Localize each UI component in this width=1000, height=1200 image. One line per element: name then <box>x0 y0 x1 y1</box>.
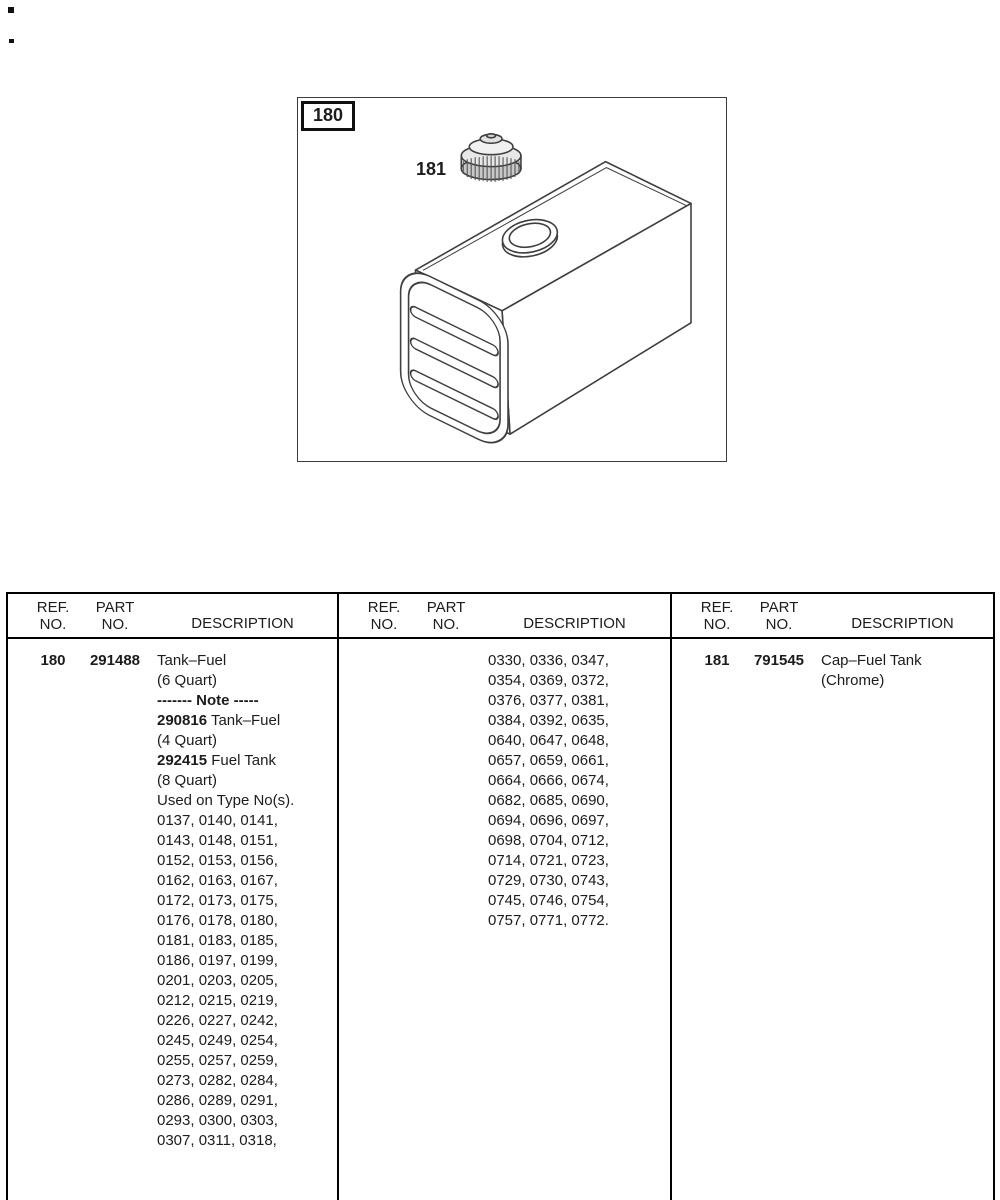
description-line: 0714, 0721, 0723, <box>488 852 609 869</box>
description-line: 0657, 0659, 0661, <box>488 752 609 769</box>
parts-table <box>6 592 995 1200</box>
description-line: ------- Note ----- <box>157 692 259 709</box>
description-line: 0354, 0369, 0372, <box>488 672 609 689</box>
description-line: 0162, 0163, 0167, <box>157 872 278 889</box>
diagram-panel <box>297 97 727 462</box>
ref-no-cell <box>355 651 413 1200</box>
description-line: 0226, 0227, 0242, <box>157 1012 278 1029</box>
description-line: 0186, 0197, 0199, <box>157 952 278 969</box>
description-line: 0137, 0140, 0141, <box>157 812 278 829</box>
part-no-cell: 791545 <box>753 652 805 669</box>
ref-no-cell: 181 <box>704 652 730 669</box>
description-line: 292415 Fuel Tank <box>157 752 276 769</box>
description-line: 0698, 0704, 0712, <box>488 832 609 849</box>
description-line: 0172, 0173, 0175, <box>157 892 278 909</box>
description-line: 0176, 0178, 0180, <box>157 912 278 929</box>
table-body-column <box>8 639 337 1200</box>
description-line: (8 Quart) <box>157 772 218 789</box>
description-header: DESCRIPTION <box>191 615 294 632</box>
description-line: 0273, 0282, 0284, <box>157 1072 278 1089</box>
description-line: 0664, 0666, 0674, <box>488 772 609 789</box>
ref-no-cell: 180 <box>40 652 66 669</box>
description-line: Cap–Fuel Tank <box>821 652 922 669</box>
description-cell <box>812 651 993 1200</box>
table-header-row <box>672 594 993 639</box>
description-line: 0201, 0203, 0205, <box>157 972 278 989</box>
part-no-header: PART NO. <box>426 599 466 633</box>
description-line: 0729, 0730, 0743, <box>488 872 609 889</box>
description-line: 0640, 0647, 0648, <box>488 732 609 749</box>
description-line: (4 Quart) <box>157 732 218 749</box>
description-line: 0245, 0249, 0254, <box>157 1032 278 1049</box>
table-column-group-3 <box>672 594 993 1200</box>
table-body-column <box>672 639 993 1200</box>
description-line: (6 Quart) <box>157 672 218 689</box>
cap-ref-label: 181 <box>416 159 447 179</box>
description-line: Tank–Fuel <box>157 652 227 669</box>
description-line: 0745, 0746, 0754, <box>488 892 609 909</box>
ref-no-header: REF. NO. <box>36 599 70 633</box>
description-line: 0143, 0148, 0151, <box>157 832 278 849</box>
table-header-row <box>339 594 670 639</box>
table-column-group-2 <box>339 594 672 1200</box>
description-header: DESCRIPTION <box>851 615 954 632</box>
description-line: 0255, 0257, 0259, <box>157 1052 278 1069</box>
part-no-header: PART NO. <box>759 599 799 633</box>
description-line: 0307, 0311, 0318, <box>157 1132 277 1149</box>
description-line: 0330, 0336, 0347, <box>488 652 609 669</box>
part-no-cell: 291488 <box>89 652 141 669</box>
table-header-row <box>8 594 337 639</box>
description-line: 0682, 0685, 0690, <box>488 792 609 809</box>
scan-artifact <box>8 7 14 13</box>
ref-no-header: REF. NO. <box>700 599 734 633</box>
ref-no-header: REF. NO. <box>367 599 401 633</box>
description-line: 0694, 0696, 0697, <box>488 812 609 829</box>
description-line: Used on Type No(s). <box>157 792 295 809</box>
part-no-header: PART NO. <box>95 599 135 633</box>
description-line: 0212, 0215, 0219, <box>157 992 278 1009</box>
description-line: 0181, 0183, 0185, <box>157 932 278 949</box>
description-line: 0293, 0300, 0303, <box>157 1112 278 1129</box>
description-cell <box>148 651 337 1200</box>
diagram-ref-badge: 180 <box>301 101 355 131</box>
fuel-cap-icon <box>461 134 521 182</box>
description-line: 0376, 0377, 0381, <box>488 692 609 709</box>
table-body-column <box>339 639 670 1200</box>
description-line: 0757, 0771, 0772. <box>488 912 609 929</box>
fuel-tank-illustration <box>298 98 726 461</box>
description-header: DESCRIPTION <box>523 615 626 632</box>
description-line: 0384, 0392, 0635, <box>488 712 609 729</box>
table-column-group-1 <box>8 594 339 1200</box>
description-line: 0286, 0289, 0291, <box>157 1092 278 1109</box>
scan-artifact <box>9 39 14 43</box>
description-line: 0152, 0153, 0156, <box>157 852 278 869</box>
part-no-cell <box>413 651 479 1200</box>
description-line: (Chrome) <box>821 672 885 689</box>
description-line: 290816 Tank–Fuel <box>157 712 281 729</box>
description-cell <box>479 651 670 1200</box>
